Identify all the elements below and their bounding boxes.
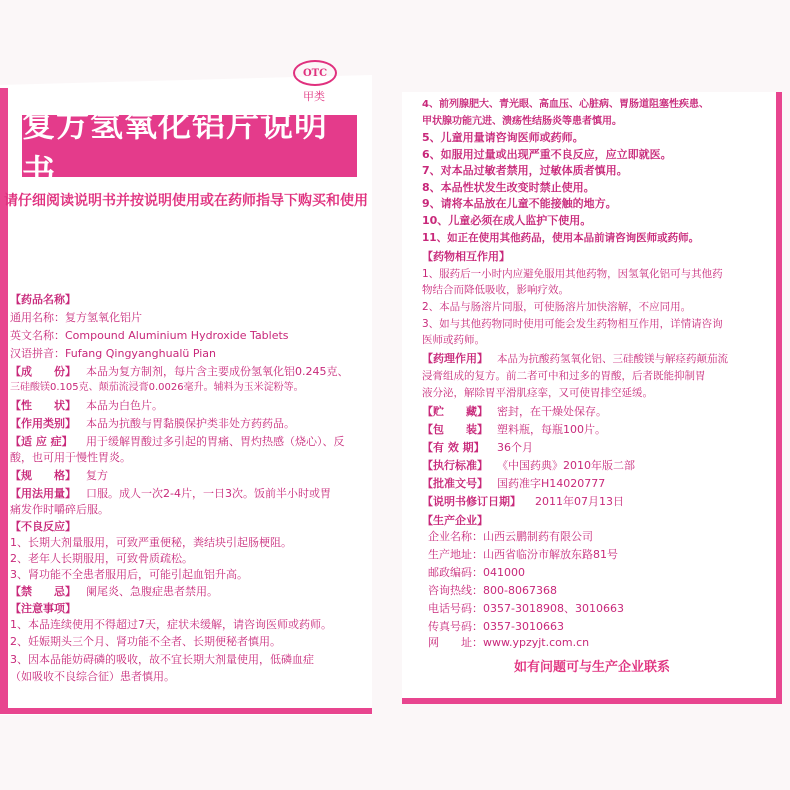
right-side-bar xyxy=(776,92,782,704)
company-hotline: 咨询热线：800-8067368 xyxy=(428,584,557,597)
storage-heading: 【贮 藏】 xyxy=(422,405,488,418)
pharmacology-heading: 【药理作用】 xyxy=(422,352,488,365)
character-heading: 【性 状】 xyxy=(10,399,76,412)
caution-item-1: 1、本品连续使用不得超过7天，症状未缓解，请咨询医师或药师。 xyxy=(10,618,332,631)
caution-heading: 【注意事项】 xyxy=(10,602,76,615)
pharmacology-line-3: 液分泌，解除胃平滑肌痉挛，又可使胃排空延缓。 xyxy=(422,387,653,399)
company-address: 生产地址：山西省临汾市解放东路81号 xyxy=(428,548,618,561)
adverse-heading: 【不良反应】 xyxy=(10,520,76,533)
adverse-item-3: 3、肾功能不全患者服用后，可能引起血铝升高。 xyxy=(10,568,248,581)
document-title: 复方氢氧化铝片说明书 xyxy=(22,115,357,177)
interaction-heading: 【药物相互作用】 xyxy=(422,250,510,263)
caution-item-2: 2、妊娠期头三个月、肾功能不全者、长期便秘者慎用。 xyxy=(10,635,281,648)
company-name: 企业名称：山西云鹏制药有限公司 xyxy=(428,530,593,543)
contact-footer: 如有问题可与生产企业联系 xyxy=(513,660,670,675)
validity-text: 36个月 xyxy=(497,441,533,454)
pharmacology-line-1: 本品为抗酸药氢氧化铝、三硅酸镁与解痉药颠茄流 xyxy=(497,353,728,365)
taboo-heading: 【禁 忌】 xyxy=(10,585,76,598)
usage-line-1: 口服。成人一次2-4片，一日3次。饭前半小时或胃 xyxy=(86,487,331,500)
package-text: 塑料瓶，每瓶100片。 xyxy=(497,423,606,436)
pinyin-name: 汉语拼音：Fufang Qingyanghualü Pian xyxy=(10,347,217,360)
left-top-bar xyxy=(0,88,8,713)
interaction-item-3b: 医师或药师。 xyxy=(422,334,485,346)
right-bottom-bar xyxy=(402,698,782,704)
drug-name-heading: 【药品名称】 xyxy=(10,293,76,306)
caution-item-7: 7、对本品过敏者禁用，过敏体质者慎用。 xyxy=(422,164,628,177)
ingredients-heading: 【成 份】 xyxy=(10,365,76,378)
caution-item-3: 3、因本品能妨碍磷的吸收，故不宜长期大剂量使用，低磷血症 xyxy=(10,653,314,666)
ingredients-line-2: 三硅酸镁0.105克、颠茄流浸膏0.0026毫升。辅料为玉米淀粉等。 xyxy=(10,382,304,393)
pharmacology-line-2: 浸膏组成的复方。前二者可中和过多的胃酸，后者既能抑制胃 xyxy=(422,370,706,382)
standard-heading: 【执行标准】 xyxy=(422,459,488,472)
character-text: 本品为白色片。 xyxy=(86,399,163,412)
interaction-item-3a: 3、如与其他药物同时使用可能会发生药物相互作用，详情请咨询 xyxy=(422,318,723,330)
interaction-item-1a: 1、服药后一小时内应避免服用其他药物，因氢氧化铝可与其他药 xyxy=(422,268,723,280)
otc-class-label: 甲类 xyxy=(303,90,325,103)
taboo-text: 阑尾炎、急腹症患者禁用。 xyxy=(86,585,218,598)
caution-item-4: （如吸收不良综合征）患者慎用。 xyxy=(10,670,175,683)
category-text: 本品为抗酸与胃黏膜保护类非处方药药品。 xyxy=(86,417,295,430)
english-name: 英文名称：Compound Aluminium Hydroxide Tablets xyxy=(10,329,289,342)
approval-heading: 【批准文号】 xyxy=(422,477,488,490)
caution-item-4-line-1: 4、前列腺肥大、青光眼、高血压、心脏病、胃肠道阻塞性疾患、 xyxy=(422,99,709,110)
company-fax: 传真号码：0357-3010663 xyxy=(428,620,564,633)
company-heading: 【生产企业】 xyxy=(422,514,488,527)
caution-item-6: 6、如服用过量或出现严重不良反应，应立即就医。 xyxy=(422,148,672,161)
interaction-item-2: 2、本品与肠溶片同服，可使肠溶片加快溶解，不应同用。 xyxy=(422,301,692,313)
indication-heading: 【适 应 症】 xyxy=(10,435,73,448)
otc-badge: OTC xyxy=(293,60,337,86)
company-website: 网 址：www.ypzyjt.com.cn xyxy=(428,636,590,649)
package-heading: 【包 装】 xyxy=(422,423,488,436)
category-heading: 【作用类别】 xyxy=(10,417,76,430)
spec-text: 复方 xyxy=(86,469,108,482)
caution-item-9: 9、请将本品放在儿童不能接触的地方。 xyxy=(422,197,617,210)
revision-text: 2011年07月13日 xyxy=(535,495,624,508)
spec-heading: 【规 格】 xyxy=(10,469,76,482)
storage-text: 密封，在干燥处保存。 xyxy=(497,405,607,418)
revision-heading: 【说明书修订日期】 xyxy=(422,495,521,508)
caution-item-11: 11、如正在使用其他药品，使用本品前请咨询医师或药师。 xyxy=(422,232,700,244)
company-phone: 电话号码：0357-3018908、3010663 xyxy=(428,602,624,615)
indication-line-1: 用于缓解胃酸过多引起的胃痛、胃灼热感（烧心）、反 xyxy=(86,435,345,448)
interaction-item-1b: 物结合而降低吸收，影响疗效。 xyxy=(422,284,569,296)
usage-line-2: 痛发作时嚼碎后服。 xyxy=(10,503,109,516)
reading-notice: 请仔细阅读说明书并按说明使用或在药师指导下购买和使用 xyxy=(4,193,368,209)
approval-text: 国药准字H14020777 xyxy=(497,477,606,490)
usage-heading: 【用法用量】 xyxy=(10,487,76,500)
caution-item-5: 5、儿童用量请咨询医师或药师。 xyxy=(422,131,584,144)
company-postcode: 邮政编码：041000 xyxy=(428,566,525,579)
adverse-item-1: 1、长期大剂量服用，可致严重便秘，粪结块引起肠梗阻。 xyxy=(10,536,292,549)
standard-text: 《中国药典》2010年版二部 xyxy=(497,459,635,472)
left-bottom-bar xyxy=(0,708,372,714)
caution-item-10: 10、儿童必须在成人监护下使用。 xyxy=(422,214,592,227)
generic-name: 通用名称：复方氢氧化铝片 xyxy=(10,311,142,324)
adverse-item-2: 2、老年人长期服用，可致骨质疏松。 xyxy=(10,552,193,565)
ingredients-line-1: 本品为复方制剂，每片含主要成份氢氧化铝0.245克、 xyxy=(86,365,349,378)
caution-item-8: 8、本品性状发生改变时禁止使用。 xyxy=(422,181,595,194)
indication-line-2: 酸，也可用于慢性胃炎。 xyxy=(10,451,131,464)
validity-heading: 【有 效 期】 xyxy=(422,441,485,454)
caution-item-4-line-2: 甲状腺功能亢进、溃疡性结肠炎等患者慎用。 xyxy=(422,116,622,127)
